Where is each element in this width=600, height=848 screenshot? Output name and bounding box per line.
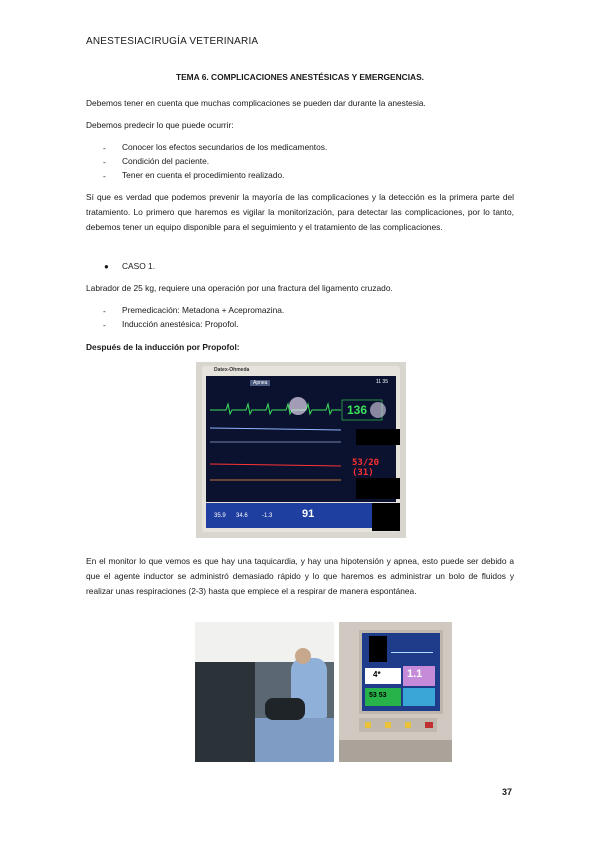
list-item: Premedicación: Metadona + Acepromazina. xyxy=(122,305,285,315)
monitor-numeric-bar xyxy=(206,503,396,528)
redaction-box xyxy=(356,478,400,499)
paragraph-predict: Debemos predecir lo que puede ocurrir: xyxy=(86,120,234,130)
list-item: Tener en cuenta el procedimiento realizado. xyxy=(122,170,285,180)
paragraph-interpretation: En el monitor lo que vemos es que hay una taquicardia, y hay una hipotensión y apnea, esto puede ser debido a que el agente inductor se administró demasiado rápido y lo que haremos es administrar un bolo de fluidos y realizar unas respiraciones (2-3) hasta que empiece el a respirar de manera espontánea. xyxy=(86,556,514,596)
list-item: Inducción anestésica: Propofol. xyxy=(122,319,239,329)
redaction-box xyxy=(369,636,387,662)
paragraph-after-induction: Después de la inducción por Propofol: xyxy=(86,342,240,352)
monitor-brand: Datex-Ohmeda xyxy=(214,367,250,373)
operating-room-photo xyxy=(195,622,334,762)
monitor-photo-2 xyxy=(339,622,452,762)
list-item: Condición del paciente. xyxy=(122,156,210,166)
bullet-icon: ● xyxy=(104,262,109,271)
list-dash: - xyxy=(103,320,106,330)
running-header: ANESTESIACIRUGÍA VETERINARIA xyxy=(86,36,259,47)
heart-rate-value: 136 xyxy=(347,403,368,417)
section-title: TEMA 6. COMPLICACIONES ANESTÉSICAS Y EMERGENCIAS. xyxy=(175,72,425,82)
paragraph-prevention: Sí que es verdad que podemos prevenir la mayoría de las complicaciones y la detección es la primera parte del tratamiento. Lo primero que haremos es vigilar la monitorización, para detectar las complicaciones, por lo tanto, debemos tener un equipo disponible para el seguimiento y el tratamiento de las complicaciones. xyxy=(86,192,514,232)
paragraph-case: Labrador de 25 kg, requiere una operación por una fractura del ligamento cruzado. xyxy=(86,283,393,293)
monitor2-value: 53 53 xyxy=(369,692,387,699)
redaction-box xyxy=(372,503,400,531)
paragraph-intro: Debemos tener en cuenta que muchas complicaciones se pueden dar durante la anestesia. xyxy=(86,98,426,108)
monitor2-value: 4* xyxy=(373,670,381,679)
redaction-box xyxy=(356,429,400,445)
list-dash: - xyxy=(103,157,106,167)
spo2-value: 91 xyxy=(302,508,315,520)
list-dash: - xyxy=(103,306,106,316)
temp-value: 34.6 xyxy=(236,513,248,519)
monitor2-value: 1.1 xyxy=(407,668,423,680)
list-dash: - xyxy=(103,143,106,153)
temp-diff-value: -1.3 xyxy=(262,513,273,519)
list-dash: - xyxy=(103,171,106,181)
case-label: CASO 1. xyxy=(122,261,156,271)
page-number: 37 xyxy=(502,787,513,797)
blood-pressure-value: 53/20 (31) xyxy=(352,458,380,478)
monitor-photo xyxy=(196,362,406,538)
list-item: Conocer los efectos secundarios de los medicamentos. xyxy=(122,142,328,152)
temp-value: 35.9 xyxy=(214,513,226,519)
monitor-time: 11 35 xyxy=(375,379,388,385)
apnea-label: Apnea xyxy=(250,380,270,386)
